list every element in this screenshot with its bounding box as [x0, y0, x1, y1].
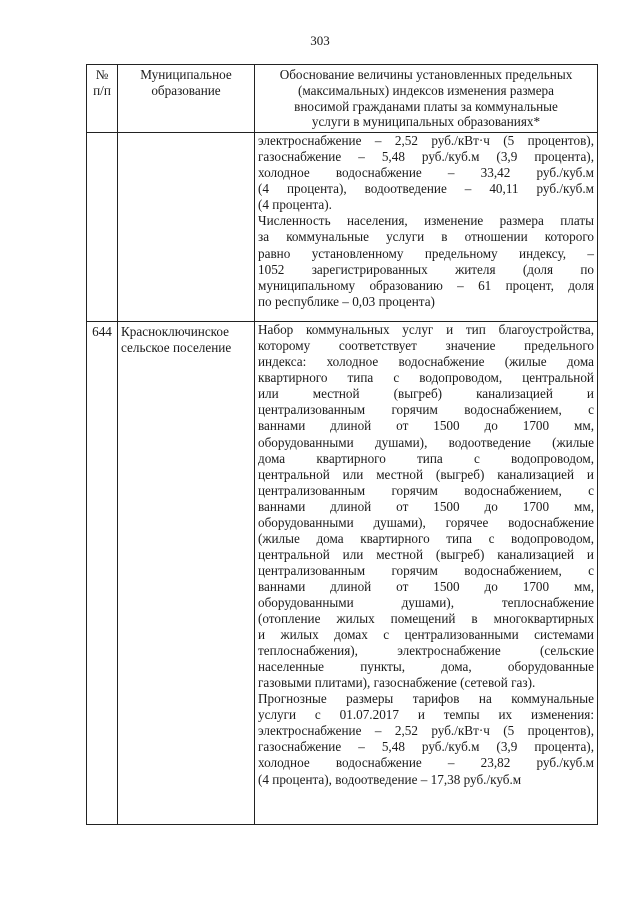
- text-line: и жилых домах с централизованными системами: [258, 627, 594, 643]
- header-justification-line: услуги в муниципальных образованиях*: [311, 114, 541, 130]
- table-row: [87, 133, 598, 322]
- text-line: холодное водоснабжение – 33,42 руб./куб.м: [258, 165, 594, 181]
- header-justification: [255, 65, 598, 133]
- text-line: (4 процента).: [258, 197, 332, 213]
- text-line: ваннами длиной от 1500 до 1700 мм,: [258, 418, 594, 434]
- text-line: электроснабжение – 2,52 руб./кВт·ч (5 процентов),: [258, 133, 594, 149]
- paragraph: [258, 322, 594, 691]
- text-line: Набор коммунальных услуг и тип благоустройства,: [258, 322, 594, 338]
- table-header-row: [87, 65, 598, 133]
- text-line: ваннами длиной от 1500 до 1700 мм,: [258, 498, 594, 514]
- row-number: [87, 133, 118, 322]
- tariff-justification-table: [86, 64, 598, 825]
- text-line: (жилые дома квартирного типа с водопроводом,: [258, 530, 594, 546]
- row-number: 644: [87, 322, 118, 825]
- header-municipality-line: образование: [151, 82, 221, 98]
- paragraph: [258, 213, 594, 309]
- header-justification-line: (максимальных) индексов изменения размера: [297, 82, 554, 98]
- text-line: квартирного типа с водопроводом, центральной: [258, 370, 594, 386]
- row-justification: [255, 133, 598, 322]
- text-line: (4 процента), водоотведение – 40,11 руб./куб.м: [258, 181, 594, 197]
- text-line: теплоснабжения), электроснабжение (сельские: [258, 643, 594, 659]
- header-municipality-line: Муниципальное: [140, 67, 232, 82]
- header-justification-line: Обоснование величины установленных предельных: [279, 67, 573, 82]
- text-line: централизованным горячим водоснабжением, с: [258, 482, 594, 498]
- text-line: которому соответствует значение предельного: [258, 338, 594, 354]
- text-line: Численность населения, изменение размера платы: [258, 213, 594, 229]
- text-line: центральной или местной (выгреб) канализацией и: [258, 466, 594, 482]
- text-line: индекса: холодное водоснабжение (жилые дома: [258, 354, 594, 370]
- text-line: по республике – 0,03 процента): [258, 293, 435, 309]
- paragraph: [258, 691, 594, 787]
- text-line: оборудованными душами), теплоснабжение: [258, 594, 594, 610]
- text-line: услуги с 01.07.2017 и темпы их изменения:: [258, 707, 594, 723]
- page-number: 303: [310, 33, 330, 48]
- text-line: газовыми плитами), газоснабжение (сетевой газ).: [258, 675, 536, 691]
- header-number-line: №: [95, 67, 109, 82]
- text-line: электроснабжение – 2,52 руб./кВт·ч (5 процентов),: [258, 723, 594, 739]
- text-line: равно установленному предельному индексу, –: [258, 245, 594, 261]
- text-line: (отопление жилых помещений в многоквартирных: [258, 611, 594, 627]
- text-line: (4 процента), водоотведение – 17,38 руб./куб.м: [258, 771, 522, 787]
- text-line: оборудованными душами), водоотведение (жилые: [258, 434, 594, 450]
- text-line: Прогнозные размеры тарифов на коммунальные: [258, 691, 594, 707]
- text-line: 1052 зарегистрированных жителя (доля по: [258, 261, 594, 277]
- row-municipality: [118, 133, 255, 322]
- row-justification: [255, 322, 598, 825]
- text-line: муниципальному образованию – 61 процент, доля: [258, 277, 594, 293]
- text-line: центральной или местной (выгреб) канализацией и: [258, 546, 594, 562]
- text-line: централизованным горячим водоснабжением, с: [258, 402, 594, 418]
- text-line: ваннами длиной от 1500 до 1700 мм,: [258, 578, 594, 594]
- text-line: дома квартирного типа с водопроводом,: [258, 450, 594, 466]
- header-number-line: п/п: [93, 82, 111, 98]
- header-justification-line: вносимой гражданами платы за коммунальные: [294, 98, 558, 114]
- text-line: или местной (выгреб) канализацией и: [258, 386, 594, 402]
- paragraph: [258, 133, 594, 213]
- header-municipality: [118, 65, 255, 133]
- text-line: централизованным горячим водоснабжением, с: [258, 562, 594, 578]
- row-municipality: Красноключинское сельское поселение: [118, 322, 255, 825]
- text-line: холодное водоснабжение – 23,82 руб./куб.м: [258, 755, 594, 771]
- text-line: оборудованными душами), горячее водоснабжение: [258, 514, 594, 530]
- text-line: населенные пункты, дома, оборудованные: [258, 659, 594, 675]
- header-number: [87, 65, 118, 133]
- text-line: газоснабжение – 5,48 руб./куб.м (3,9 процента),: [258, 739, 594, 755]
- text-line: газоснабжение – 5,48 руб./куб.м (3,9 процента),: [258, 149, 594, 165]
- text-line: за коммунальные услуги в отношении которого: [258, 229, 594, 245]
- table-row: [87, 322, 598, 825]
